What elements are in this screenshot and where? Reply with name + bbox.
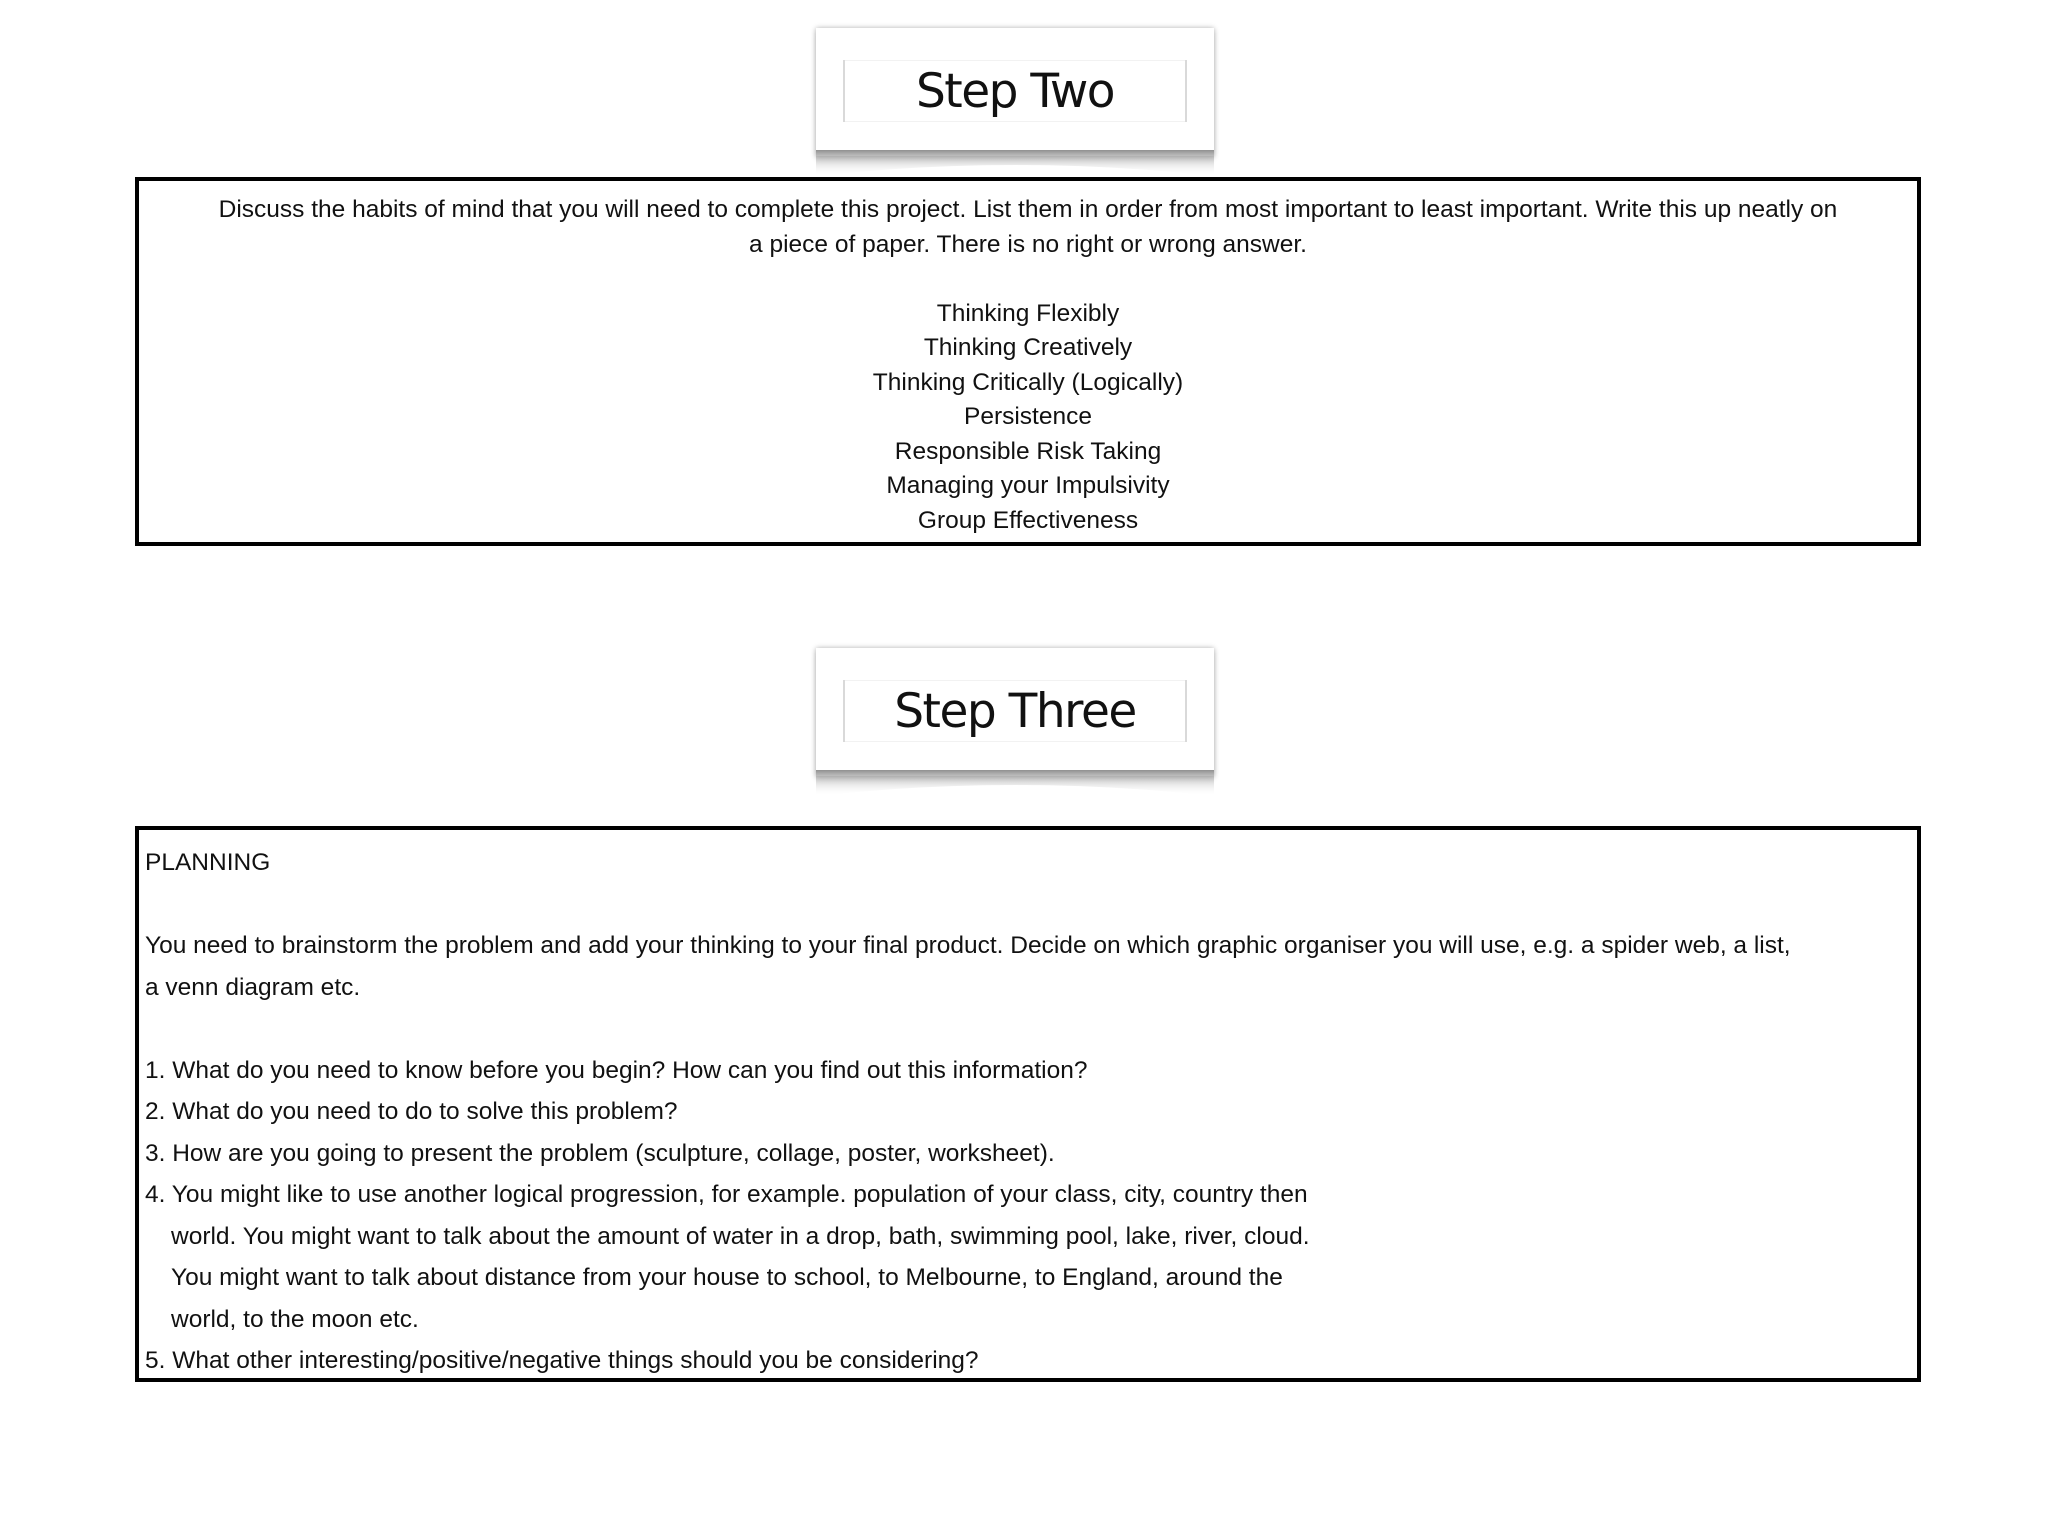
planning-heading: PLANNING [145, 849, 271, 876]
habit-item: Persistence [963, 403, 1092, 430]
planning-question-1: 1. What do you need to know before you begin? How can you find out this information? [145, 1056, 1088, 1084]
step-three-content-box [135, 826, 1921, 1382]
habit-item: Thinking Critically (Logically) [872, 368, 1184, 396]
habits-of-mind-list [149, 297, 1907, 539]
step-three-title: Step Three [894, 683, 1136, 739]
brainstorm-line2: a venn diagram etc. [145, 973, 361, 1001]
planning-question-3: 3. How are you going to present the problem (sculpture, collage, poster, worksheet). [145, 1139, 1055, 1167]
planning-question-5: 5. What other interesting/positive/negative things should you be considering? [145, 1347, 979, 1374]
step-two-instructions-line1: Discuss the habits of mind that you will need to complete this project. List them in order from most important to least important. Write this up neatly on [218, 196, 1838, 223]
step-two-title-frame [843, 60, 1187, 122]
step-two-instructions [149, 193, 1907, 262]
step-three-title-frame [843, 680, 1187, 742]
planning-question-4: 4. You might like to use another logical progression, for example. population of your class, city, country then [145, 1181, 1308, 1208]
planning-question-2: 2. What do you need to do to solve this problem? [145, 1098, 678, 1125]
step-two-header [816, 28, 1214, 156]
habit-item: Thinking Flexibly [936, 299, 1120, 327]
planning-question-4-cont: world. You might want to talk about the amount of water in a drop, bath, swimming pool, lake, river, cloud. [171, 1222, 1310, 1250]
step-three-curl-shadow [810, 770, 1220, 818]
step-three-header [816, 648, 1214, 776]
habit-item: Responsible Risk Taking [894, 437, 1162, 465]
planning-question-4-cont: world, to the moon etc. [171, 1305, 419, 1333]
brainstorm-line1: You need to brainstorm the problem and add your thinking to your final product. Decide on which graphic organiser you will use, e.g. a spider web, a list, [145, 932, 1791, 959]
step-two-title: Step Two [915, 63, 1115, 119]
habit-item: Thinking Creatively [923, 334, 1133, 361]
brainstorm-paragraph [145, 925, 1911, 1008]
planning-questions-list [145, 1050, 1911, 1382]
step-two-instructions-line2: a piece of paper. There is no right or wrong answer. [749, 230, 1307, 258]
habit-item: Managing your Impulsivity [886, 472, 1170, 499]
step-two-content-box [135, 177, 1921, 546]
habit-item: Group Effectiveness [917, 506, 1139, 534]
planning-question-4-cont: You might want to talk about distance from your house to school, to Melbourne, to England, around the [171, 1264, 1283, 1291]
